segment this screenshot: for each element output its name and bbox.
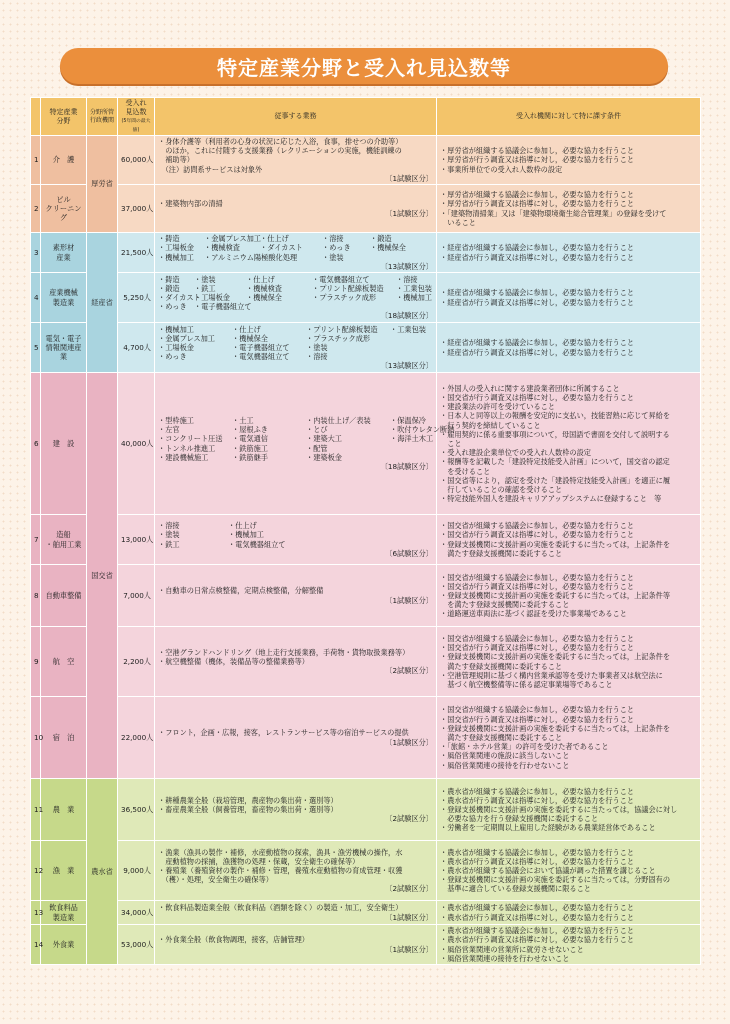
condition-item: ・厚労省が組織する協議会に参加し，必要な協力を行うこと	[440, 190, 635, 200]
row-field: 外食業	[41, 925, 87, 965]
row-number: 10	[31, 697, 41, 779]
condition-item: ・農水省が組織する協議会に参加し，必要な協力を行うこと	[440, 926, 635, 936]
task-list	[158, 935, 433, 944]
row-ministry: 農水省	[87, 779, 118, 965]
task-item: ・プリント配線板製造	[306, 324, 378, 334]
condition-item: ・「旅館・ホテル営業」の許可を受けた者であること	[440, 742, 609, 752]
table-row	[31, 697, 701, 779]
task-list	[158, 275, 433, 312]
task-item: ・左官	[158, 425, 180, 435]
task-item	[390, 352, 450, 361]
table-row	[31, 373, 701, 515]
condition-item: ・農水省が行う調査又は指導に対し，必要な協力を行うこと	[440, 935, 635, 945]
header-count: 受入れ 見込数 (5年間の最大値)	[118, 98, 155, 136]
row-tasks	[155, 925, 437, 965]
row-count: 22,000人	[118, 697, 155, 779]
task-item: ・プリント配線板製造	[312, 283, 384, 293]
table-row	[31, 136, 701, 185]
task-item: ・内装仕上げ／表装	[306, 415, 371, 425]
task-item: ・機械加工	[158, 324, 194, 334]
task-item: （穫）・処理，安全衛生の確保等）	[158, 875, 273, 885]
task-item	[302, 521, 392, 530]
row-count: 40,000人	[118, 373, 155, 515]
condition-item: ・経産省が組織する協議会に参加し，必要な協力を行うこと	[440, 243, 635, 253]
task-list	[158, 648, 433, 666]
task-item	[390, 343, 450, 352]
row-field: 産業機械 製造業	[41, 273, 87, 323]
task-item	[396, 302, 446, 311]
row-conditions	[437, 373, 701, 515]
table-row	[31, 273, 701, 323]
condition-item: を満たす登録支援機関に委託すること	[440, 600, 570, 610]
condition-item: ・特定技能外国人を建設キャリアアップシステムに登録すること 等	[440, 494, 662, 504]
condition-item: ・登録支援機関に支援計画の実施を委託するに当たっては，協議会に対し	[440, 804, 678, 814]
row-conditions	[437, 136, 701, 185]
task-item: ・めっき	[158, 302, 187, 312]
task-item: ・鉄工	[158, 539, 180, 549]
row-conditions	[437, 925, 701, 965]
condition-item: ・風俗営業関連の接待を行わせないこと	[440, 953, 570, 963]
table-row	[31, 841, 701, 901]
task-item: ・航空機整備（機体，装備品等の整備業務等）	[158, 656, 309, 666]
task-item: ・機械保全	[370, 243, 406, 253]
task-list	[158, 903, 433, 912]
condition-item: ・農水省が組織する協議会に参加し，必要な協力を行うこと	[440, 903, 635, 913]
row-number: 5	[31, 323, 41, 373]
task-list	[158, 586, 433, 595]
condition-item: ・国交省が行う調査又は指導に対し，必要な協力を行うこと	[440, 581, 635, 591]
condition-item: ・農水省が組織する協議会において協議が調った措置を講じること	[440, 865, 656, 875]
task-item	[370, 253, 410, 262]
condition-item: こと	[440, 438, 462, 448]
table-body	[31, 136, 701, 965]
task-item: ・鉄工	[194, 283, 216, 293]
task-item: ・鋳造	[158, 274, 180, 284]
task-item: ・漁業（漁具の製作・補修，水産動植物の探索，漁具・漁労機械の操作，水	[158, 847, 403, 857]
task-list	[158, 234, 433, 262]
condition-item: ・日本人と同等以上の報酬を安定的に支払い，技能習熟に応じて昇給を	[440, 411, 671, 421]
row-conditions	[437, 323, 701, 373]
task-item: ・溶接	[396, 274, 418, 284]
row-number: 2	[31, 185, 41, 233]
task-item: ・仕上げ	[260, 234, 289, 244]
task-list	[158, 199, 433, 208]
row-number: 1	[31, 136, 41, 185]
exam-categories: 〔18試験区分〕	[380, 311, 433, 321]
row-number: 11	[31, 779, 41, 841]
task-item: ・鋳造	[158, 234, 180, 244]
task-item: 補助等）	[158, 155, 194, 165]
task-item: ・建築板金	[306, 452, 342, 462]
row-count: 13,000人	[118, 515, 155, 565]
condition-item: 基準に適合している登録支援機関に限ること	[440, 884, 591, 894]
task-item: ・塗装	[158, 530, 180, 540]
condition-item: ・国交省が行う調査又は指導に対し，必要な協力を行うこと	[440, 643, 635, 653]
exam-categories: 〔1試験区分〕	[385, 944, 433, 954]
task-item: ・工業包装	[390, 324, 426, 334]
row-tasks	[155, 515, 437, 565]
row-field: 航 空	[41, 627, 87, 697]
row-number: 9	[31, 627, 41, 697]
table-row	[31, 565, 701, 627]
condition-item: ・登録支援機関に支援計画の実施を委託するに当たっては，上記条件を	[440, 539, 671, 549]
header-tasks: 従事する業務	[155, 98, 437, 136]
row-field: 宿 泊	[41, 697, 87, 779]
row-count: 5,250人	[118, 273, 155, 323]
row-ministry: 国交省	[87, 373, 118, 779]
exam-categories: 〔2試験区分〕	[385, 666, 433, 676]
row-number: 3	[31, 233, 41, 273]
task-item	[246, 302, 308, 311]
condition-item: ・農水省が行う調査又は指導に対し，必要な協力を行うこと	[440, 795, 635, 805]
row-field: 漁 業	[41, 841, 87, 901]
row-field: 素形材 産業	[41, 233, 87, 273]
condition-item: ・風俗営業関連の施設に該当しないこと	[440, 751, 570, 761]
task-item: ・空港グランドハンドリング（地上走行支援業務，手荷物・貨物取扱業務等）	[158, 647, 410, 657]
row-count: 37,000人	[118, 185, 155, 233]
task-item: ・畜産農業全般（飼養管理，畜産物の集出荷・選別等）	[158, 804, 338, 814]
exam-categories: 〔13試験区分〕	[380, 361, 433, 371]
task-item: ・建築大工	[306, 434, 342, 444]
task-item: ・養殖業（養殖資材の製作・補修・管理，養殖水産動植物の育成管理・収獲	[158, 865, 403, 875]
task-item: ・鉄筋継手	[232, 452, 268, 462]
condition-item: 満たす登録支援機関に委託すること	[440, 548, 563, 558]
task-item: ・金属プレス加工	[204, 234, 261, 244]
row-tasks	[155, 233, 437, 273]
condition-item: ・道路運送車両法に基づく認証を受けた事業場であること	[440, 609, 627, 619]
condition-item: ・経産省が組織する協議会に参加し，必要な協力を行うこと	[440, 288, 635, 298]
condition-item: ・建設業法の許可を受けていること	[440, 402, 556, 412]
row-tasks	[155, 565, 437, 627]
task-item: （注）訪問系サービスは対象外	[158, 164, 263, 174]
condition-item: ・国交省が組織する協議会に参加し，必要な協力を行うこと	[440, 705, 635, 715]
task-item: ・めっき	[322, 243, 351, 253]
task-item: ・電気機器組立て	[232, 352, 290, 362]
row-field: ビル クリーニング	[41, 185, 87, 233]
task-item: ・電子機器組立て	[232, 342, 290, 352]
condition-item: ・登録支援機関に支援計画の実施を委託するに当たっては，上記条件を	[440, 652, 671, 662]
condition-item: ・登録支援機関に支援計画の実施を委託するに当たっては，上記条件等	[440, 590, 671, 600]
condition-item: ・経産省が行う調査又は指導に対し，必要な協力を行うこと	[440, 297, 635, 307]
task-item: ・塗装	[194, 274, 216, 284]
task-item: ・溶接	[322, 234, 344, 244]
condition-item: を受けること	[440, 466, 491, 476]
row-count: 53,000人	[118, 925, 155, 965]
task-item	[312, 302, 392, 311]
task-item: ・とび	[306, 425, 328, 435]
condition-item: ・農水省が組織する協議会に参加し，必要な協力を行うこと	[440, 786, 635, 796]
exam-categories: 〔1試験区分〕	[385, 912, 433, 922]
condition-item: ・「建築物清掃業」又は「建築物環境衛生総合管理業」の登録を受けて	[440, 208, 667, 218]
task-item: ・機械保全	[232, 333, 268, 343]
task-item: ・身体介護等（利用者の心身の状況に応じた入浴，食事，排せつの介助等）	[158, 137, 403, 146]
condition-item: ・国交省が組織する協議会に参加し，必要な協力を行うこと	[440, 572, 635, 582]
row-field: 自動車整備	[41, 565, 87, 627]
row-field: 飲食料品 製造業	[41, 901, 87, 925]
exam-categories: 〔2試験区分〕	[385, 884, 433, 894]
condition-item: ・外国人の受入れに関する建設業者団体に所属すること	[440, 383, 620, 393]
task-item: ・ダイカスト	[260, 243, 303, 253]
task-item: のほか，これに付随する支援業務（レクリエーションの実施，機能訓練の	[158, 146, 402, 156]
row-tasks	[155, 627, 437, 697]
task-item: ・機械検査	[204, 243, 240, 253]
row-number: 8	[31, 565, 41, 627]
task-item: ・土工	[232, 415, 254, 425]
task-item: ・電気機器組立て	[228, 539, 286, 549]
task-item: ・外食業全般（飲食物調理，接客，店舗管理）	[158, 935, 309, 945]
header-conditions: 受入れ機関に対して特に課す条件	[437, 98, 701, 136]
condition-item: ・登録支援機関に支援計画の実施を委託するに当たっては，分野固有の	[440, 875, 671, 885]
row-number: 12	[31, 841, 41, 901]
row-field: 介 護	[41, 136, 87, 185]
condition-item: ・報酬等を記載した「建設特定技能受入計画」について，国交省の認定	[440, 457, 670, 467]
row-number: 14	[31, 925, 41, 965]
condition-item: ・空港管理規則に基づく構内営業承認等を受けた事業者又は航空法に	[440, 670, 663, 680]
task-item: ・機械加工	[158, 252, 194, 262]
row-count: 4,700人	[118, 323, 155, 373]
header-no	[31, 98, 41, 136]
table-row	[31, 779, 701, 841]
task-item: ・保温保冷	[390, 415, 426, 425]
table-row	[31, 627, 701, 697]
task-item: ・工業包装	[396, 283, 432, 293]
task-item: ・電気機器組立て	[312, 274, 370, 284]
task-item: ・耕種農業全般（栽培管理，農産物の集出荷・選別等）	[158, 795, 338, 805]
table-row	[31, 323, 701, 373]
row-tasks	[155, 185, 437, 233]
task-item	[260, 253, 318, 262]
condition-item: ・登録支援機関に支援計画の実施を委託するに当たっては，上記条件を	[440, 723, 671, 733]
task-item: ・工場板金	[158, 342, 194, 352]
row-ministry: 経産省	[87, 233, 118, 373]
exam-categories: 〔18試験区分〕	[380, 462, 433, 472]
row-tasks	[155, 779, 437, 841]
header-field: 特定産業 分野	[41, 98, 87, 136]
task-item: 産動植物の採捕，漁獲物の処理・保蔵，安全衛生の確保等）	[158, 856, 360, 866]
exam-categories: 〔2試験区分〕	[385, 814, 433, 824]
task-item: ・溶接	[158, 521, 180, 531]
condition-item: ・厚労省が組織する協議会に参加し，必要な協力を行うこと	[440, 146, 635, 156]
condition-item: ・国交省が行う調査又は指導に対し，必要な協力を行うこと	[440, 714, 635, 724]
row-ministry: 厚労省	[87, 136, 118, 233]
condition-item: ・農水省が行う調査又は指導に対し，必要な協力を行うこと	[440, 912, 635, 922]
row-conditions	[437, 565, 701, 627]
row-conditions	[437, 515, 701, 565]
condition-item: ・労働者を一定期間以上雇用した経験がある農業経営体であること	[440, 823, 656, 833]
task-item: ・鍛造	[370, 234, 392, 244]
row-field: 電気・電子 情報関連産業	[41, 323, 87, 373]
task-item: ・海洋土木工	[390, 434, 434, 444]
row-tasks	[155, 901, 437, 925]
task-item: ・屋根ふき	[232, 425, 268, 435]
task-item: ・仕上げ	[246, 274, 275, 284]
row-conditions	[437, 901, 701, 925]
page-title: 特定産業分野と受入れ見込数等	[60, 48, 668, 84]
row-count: 21,500人	[118, 233, 155, 273]
row-tasks	[155, 841, 437, 901]
row-tasks	[155, 136, 437, 185]
task-item: ・工場板金	[194, 292, 230, 302]
condition-item: ・風俗営業関連の営業所に就労させないこと	[440, 944, 584, 954]
condition-item: 行う契約を締結していること	[440, 420, 541, 430]
row-count: 60,000人	[118, 136, 155, 185]
task-item: ・コンクリート圧送	[158, 434, 223, 444]
task-item: ・めっき	[158, 352, 187, 362]
condition-item: ・受入れ建設企業単位での受入れ人数枠の設定	[440, 448, 591, 458]
task-item	[302, 530, 392, 539]
task-item: ・仕上げ	[228, 521, 257, 531]
condition-item: ・雇用契約に係る重要事項について，母国語で書面を交付して説明する	[440, 429, 670, 439]
row-conditions	[437, 697, 701, 779]
header-ministry: 分野所管 行政機関	[87, 98, 118, 136]
condition-item: ・厚労省が行う調査又は指導に対し，必要な協力を行うこと	[440, 155, 635, 165]
condition-item: 必要な協力を行う登録支援機関に委託すること	[440, 814, 599, 824]
task-list	[158, 848, 433, 885]
condition-item: ・農水省が組織する協議会に参加し，必要な協力を行うこと	[440, 847, 635, 857]
task-item: ・建築物内部の清掃	[158, 199, 223, 209]
row-conditions	[437, 233, 701, 273]
row-conditions	[437, 779, 701, 841]
row-number: 13	[31, 901, 41, 925]
task-item: ・機械保全	[246, 292, 282, 302]
condition-item: 満たす登録支援機関に委託すること	[440, 661, 563, 671]
task-item: ・電気通信	[232, 434, 268, 444]
task-item: ・アルミニウム陽極酸化処理	[204, 252, 298, 262]
condition-item: いること	[440, 217, 476, 227]
task-item: ・溶接	[306, 352, 328, 362]
task-item: ・工場板金	[158, 243, 194, 253]
table-row	[31, 185, 701, 233]
condition-item: ・事業所単位での受入れ人数枠の設定	[440, 164, 563, 174]
task-item: ・型枠施工	[158, 415, 194, 425]
task-item	[390, 444, 450, 453]
task-item: ・プラスチック成形	[312, 292, 377, 302]
specified-skills-table	[30, 97, 701, 965]
task-item: ・金属プレス加工	[158, 333, 215, 343]
task-item: ・配管	[306, 443, 328, 453]
task-list	[158, 137, 433, 174]
task-item: ・仕上げ	[232, 324, 261, 334]
row-count: 9,000人	[118, 841, 155, 901]
row-conditions	[437, 627, 701, 697]
row-number: 4	[31, 273, 41, 323]
condition-item: ・国交省が行う調査又は指導に対し，必要な協力を行うこと	[440, 392, 635, 402]
condition-item: ・農水省が行う調査又は指導に対し，必要な協力を行うこと	[440, 856, 635, 866]
task-item: ・塗装	[306, 342, 328, 352]
condition-item: 満たす登録支援機関に委託すること	[440, 732, 563, 742]
task-list	[158, 521, 433, 549]
exam-categories: 〔13試験区分〕	[380, 261, 433, 271]
condition-item: ・国交省が行う調査又は指導に対し，必要な協力を行うこと	[440, 530, 635, 540]
condition-item: ・経産省が行う調査又は指導に対し，必要な協力を行うこと	[440, 347, 635, 357]
condition-item: ・国交省等により，認定を受けた「建設特定技能受入計画」を適正に履	[440, 475, 671, 485]
exam-categories: 〔1試験区分〕	[385, 595, 433, 605]
task-item: ・機械加工	[396, 292, 432, 302]
exam-categories: 〔6試験区分〕	[385, 548, 433, 558]
task-list	[158, 796, 433, 814]
task-item: ・建設機械施工	[158, 452, 209, 462]
task-item: ・フロント，企画・広報，接客，レストランサービス等の宿泊サービスの提供	[158, 728, 409, 738]
task-item: ・ダイカスト	[158, 292, 201, 302]
task-item: ・鉄筋施工	[232, 443, 268, 453]
condition-item: ・経産省が行う調査又は指導に対し，必要な協力を行うこと	[440, 252, 635, 262]
row-number: 6	[31, 373, 41, 515]
table-row	[31, 515, 701, 565]
row-count: 36,500人	[118, 779, 155, 841]
task-item	[390, 334, 450, 343]
task-item: ・自動車の日常点検整備，定期点検整備，分解整備	[158, 586, 324, 596]
task-item	[390, 453, 450, 462]
row-count: 34,000人	[118, 901, 155, 925]
task-item: ・塗装	[322, 252, 344, 262]
exam-categories: 〔1試験区分〕	[385, 208, 433, 218]
row-conditions	[437, 841, 701, 901]
row-tasks	[155, 273, 437, 323]
row-count: 2,200人	[118, 627, 155, 697]
task-item: ・トンネル推進工	[158, 443, 216, 453]
table-row	[31, 925, 701, 965]
task-item: ・プラスチック成形	[306, 333, 371, 343]
condition-item: ・風俗営業関連の接待を行わせないこと	[440, 760, 570, 770]
row-conditions	[437, 273, 701, 323]
condition-item: 行していることの確認を受けること	[440, 485, 563, 495]
task-list	[158, 728, 433, 737]
task-list	[158, 325, 433, 362]
condition-item: ・国交省が組織する協議会に参加し，必要な協力を行うこと	[440, 633, 635, 643]
task-item: ・機械加工	[228, 530, 264, 540]
exam-categories: 〔1試験区分〕	[385, 173, 433, 183]
table-row	[31, 901, 701, 925]
row-count: 7,000人	[118, 565, 155, 627]
row-field: 農 業	[41, 779, 87, 841]
exam-categories: 〔1試験区分〕	[385, 737, 433, 747]
row-tasks	[155, 323, 437, 373]
row-conditions	[437, 185, 701, 233]
table-row	[31, 233, 701, 273]
task-item	[302, 540, 392, 549]
task-item: ・飲食料品製造業全般（飲食料品（酒類を除く）の製造・加工，安全衛生）	[158, 903, 403, 913]
condition-item: ・国交省が組織する協議会に参加し，必要な協力を行うこと	[440, 521, 635, 531]
condition-item: 基づく航空機整備等に係る認定事業場等であること	[440, 680, 613, 690]
task-item: ・電子機器組立て	[194, 302, 252, 312]
condition-item: ・厚労省が行う調査又は指導に対し，必要な協力を行うこと	[440, 199, 635, 209]
task-item: ・鍛造	[158, 283, 180, 293]
row-tasks	[155, 697, 437, 779]
task-item: ・機械検査	[246, 283, 282, 293]
task-item: ・吹付ウレタン断熱	[390, 425, 455, 435]
row-field: 建 設	[41, 373, 87, 515]
condition-item: ・経産省が組織する協議会に参加し，必要な協力を行うこと	[440, 338, 635, 348]
row-field: 造船 ・舶用工業	[41, 515, 87, 565]
row-number: 7	[31, 515, 41, 565]
